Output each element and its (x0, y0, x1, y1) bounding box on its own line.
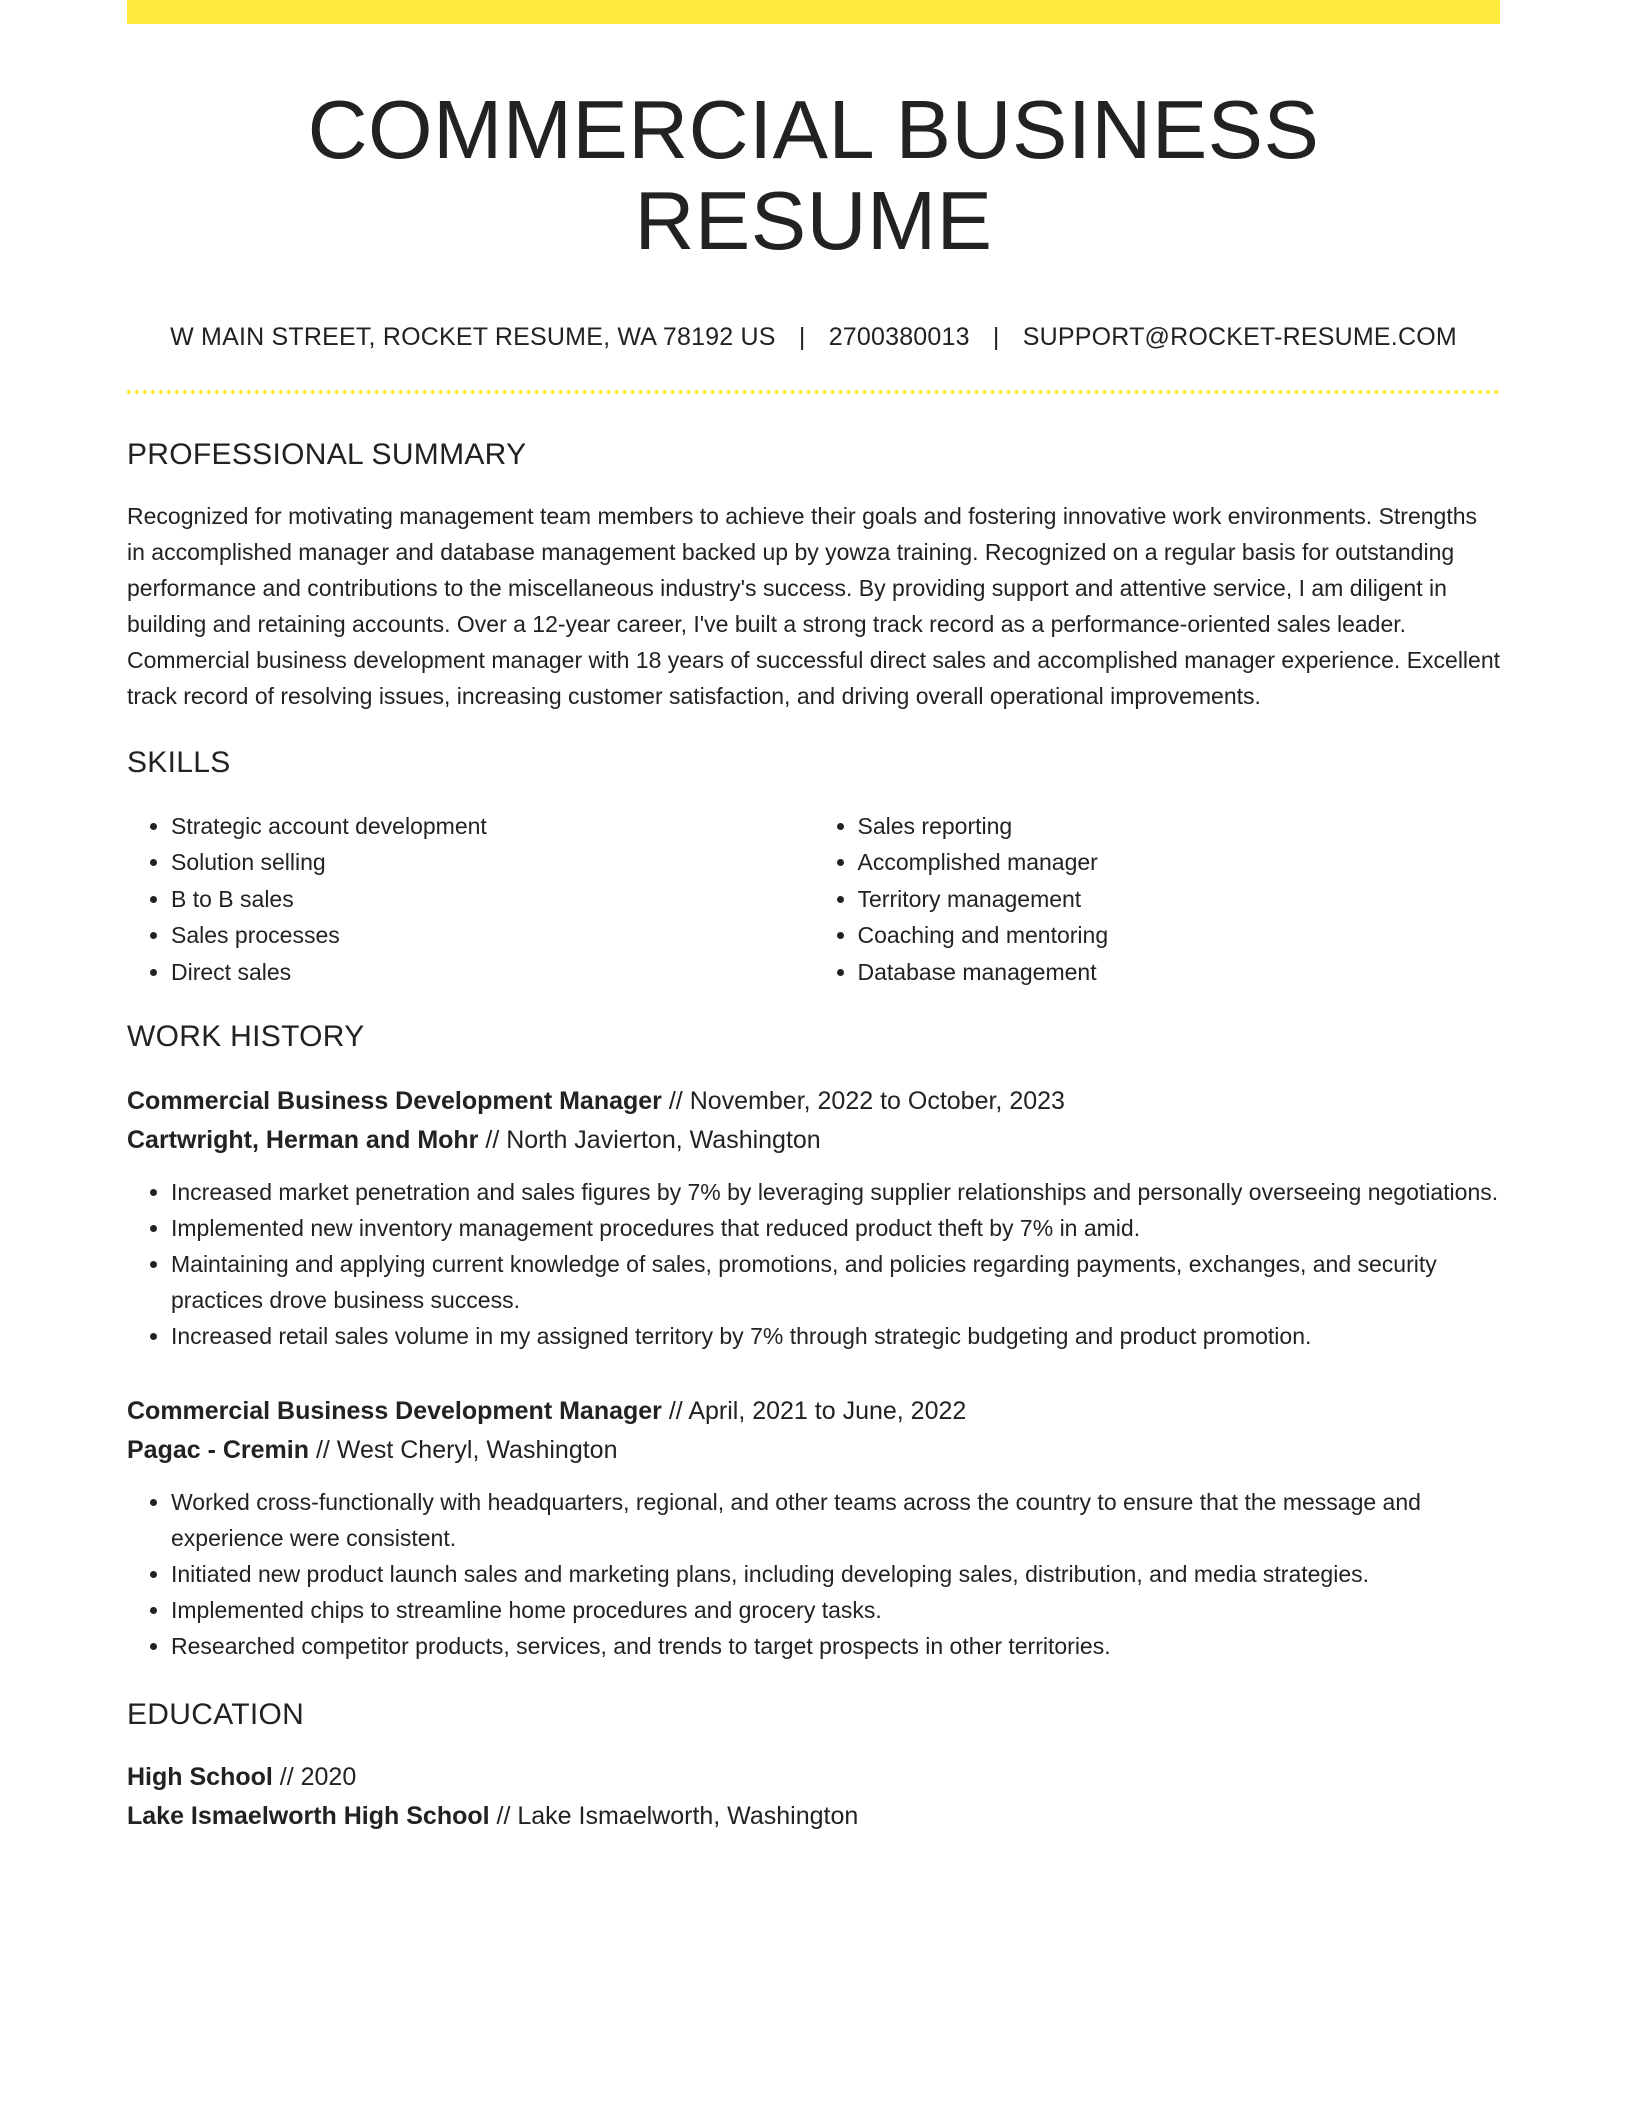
job-company: Cartwright, Herman and Mohr (127, 1126, 479, 1155)
contact-separator: | (798, 322, 806, 351)
education-school: Lake Ismaelworth High School (127, 1802, 490, 1831)
job-location: // West Cheryl, Washington (315, 1436, 618, 1465)
skill-item: • Strategic account development (171, 808, 814, 845)
education-year: // 2020 (279, 1763, 357, 1792)
education-degree-line (127, 1758, 1500, 1797)
job-dates: // April, 2021 to June, 2022 (668, 1397, 967, 1426)
contact-line (127, 323, 1500, 352)
skills-list (127, 808, 1500, 991)
contact-email: SUPPORT@ROCKET-RESUME.COM (1022, 322, 1457, 351)
education-entry (127, 1758, 1500, 1836)
job-position-line (127, 1082, 1500, 1121)
skill-item: • Coaching and mentoring (858, 917, 1501, 954)
skills-heading: SKILLS (127, 745, 231, 779)
skill-item: • Sales processes (171, 917, 814, 954)
education-heading: EDUCATION (127, 1698, 305, 1732)
skill-item: • B to B sales (171, 881, 814, 918)
education-school-line (127, 1797, 1500, 1836)
education-degree: High School (127, 1763, 273, 1792)
contact-phone: 2700380013 (828, 322, 970, 351)
summary-heading: PROFESSIONAL SUMMARY (127, 437, 527, 471)
job-location: // North Javierton, Washington (485, 1126, 821, 1155)
job-bullet: • Increased retail sales volume in my assigned territory by 7% through strategic budgeting and product promotion. (171, 1318, 1500, 1354)
skills-column-right (814, 808, 1501, 991)
job-entry (127, 1082, 1500, 1354)
job-bullet: • Worked cross-functionally with headquarters, regional, and other teams across the country to ensure that the message and experience were consistent. (171, 1484, 1500, 1556)
skill-item: • Territory management (858, 881, 1501, 918)
job-company-line (127, 1121, 1500, 1160)
job-position-line (127, 1392, 1500, 1431)
job-bullets (127, 1484, 1500, 1664)
job-company-line (127, 1431, 1500, 1470)
skill-item: • Accomplished manager (858, 844, 1501, 881)
job-bullet: • Implemented new inventory management procedures that reduced product theft by 7% in amid. (171, 1210, 1500, 1246)
job-bullet: • Researched competitor products, services, and trends to target prospects in other territories. (171, 1628, 1500, 1664)
skill-item: • Direct sales (171, 954, 814, 991)
job-dates: // November, 2022 to October, 2023 (668, 1087, 1065, 1116)
education-location: // Lake Ismaelworth, Washington (496, 1802, 859, 1831)
job-position: Commercial Business Development Manager (127, 1397, 662, 1426)
header-divider (127, 390, 1500, 394)
contact-address: W MAIN STREET, ROCKET RESUME, WA 78192 US (170, 322, 776, 351)
skill-item: • Solution selling (171, 844, 814, 881)
resume-title: COMMERCIAL BUSINESS RESUME (307, 83, 1320, 268)
contact-separator: | (992, 322, 1000, 351)
job-bullet: • Increased market penetration and sales figures by 7% by leveraging supplier relationships and personally overseeing negotiations. (171, 1174, 1500, 1210)
resume-page (127, 0, 1500, 1836)
job-bullet: • Implemented chips to streamline home procedures and grocery tasks. (171, 1592, 1500, 1628)
skill-item: • Sales reporting (858, 808, 1501, 845)
accent-top-bar (127, 0, 1500, 24)
work-history-heading: WORK HISTORY (127, 1020, 365, 1054)
job-entry (127, 1392, 1500, 1664)
job-bullet: • Initiated new product launch sales and marketing plans, including developing sales, distribution, and media strategies. (171, 1556, 1500, 1592)
skill-item: • Database management (858, 954, 1501, 991)
job-bullet: • Maintaining and applying current knowledge of sales, promotions, and policies regarding payments, exchanges, and security practices drove business success. (171, 1246, 1500, 1318)
job-bullets (127, 1174, 1500, 1354)
skills-column-left (127, 808, 814, 991)
job-company: Pagac - Cremin (127, 1436, 310, 1465)
job-position: Commercial Business Development Manager (127, 1087, 662, 1116)
summary-text: Recognized for motivating management team members to achieve their goals and fostering innovative work environments. Strengths in accomplished manager and database management backed up by yowza training. Recognized on a regular basis for outstanding performance and contributions to the miscellaneous industry's success. By providing support and attentive service, I am diligent in building and retaining accounts. Over a 12-year career, I've built a strong track record as a performance-oriented sales leader. Commercial business development manager with 18 years of successful direct sales and accomplished manager experience. Excellent track record of resolving issues, increasing customer satisfaction, and driving overall operational improvements. (127, 502, 1501, 709)
